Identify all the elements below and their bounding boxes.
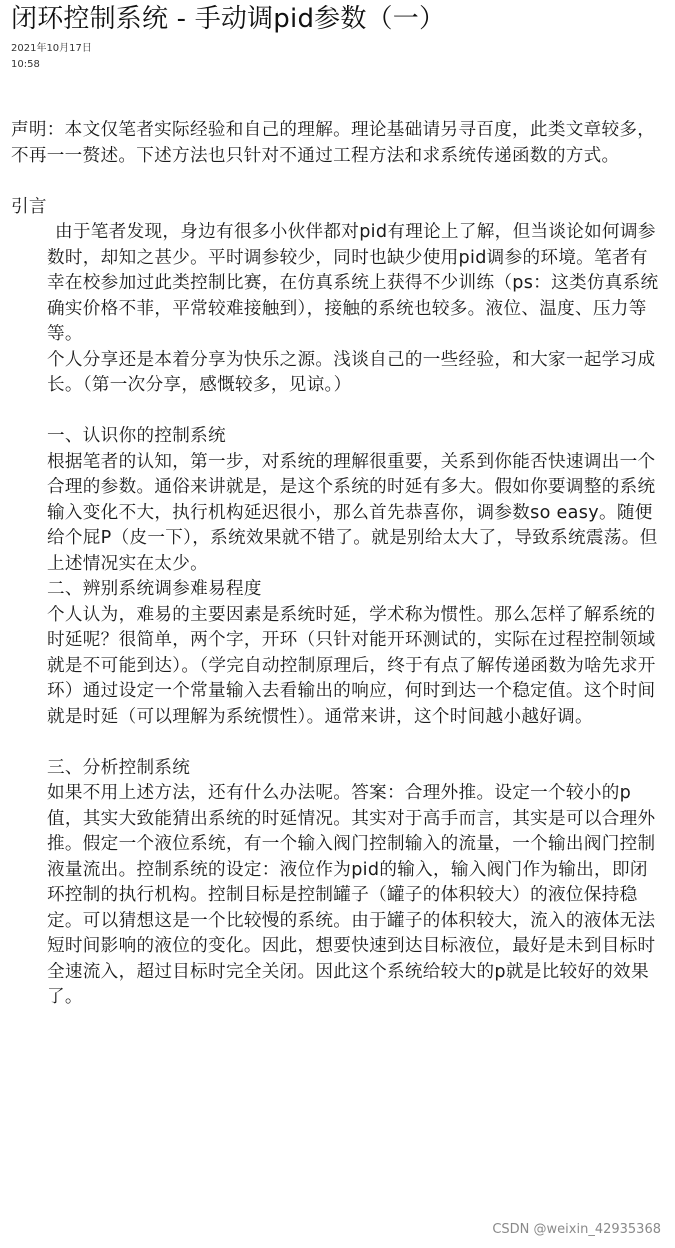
article-meta (11, 41, 665, 73)
section-3-heading: 三、分析控制系统 (47, 757, 191, 778)
csdn-watermark: CSDN @weixin_42935368 (492, 1222, 661, 1237)
statement-paragraph: 声明：本文仅笔者实际经验和自己的理解。理论基础请另寻百度，此类文章较多，不再一一赘述。下述方法也只针对不通过工程方法和求系统传递函数的方式。 (11, 120, 656, 166)
section-1-heading: 一、认识你的控制系统 (47, 426, 226, 446)
spacer (11, 399, 665, 425)
article-body (11, 118, 665, 1011)
section-2-heading: 二、辨别系统调参难易程度 (47, 579, 262, 599)
section-1-body: 根据笔者的认知，第一步，对系统的理解很重要，关系到你能否快速调出一个合理的参数。通俗来讲就是，是这个系统的时延有多大。假如你要调整的系统输入变化不大，执行机构延迟很小，那么首先恭喜你，调参数so easy。随便给个屁P（皮一下），系统效果就不错了。就是别给太大了，导致系统震荡。但上述情况实在太少。 (47, 451, 658, 574)
spacer (11, 169, 665, 195)
article-title: 闭环控制系统 - 手动调pid参数（一） (11, 4, 446, 34)
intro-paragraph-1: 由于笔者发现，身边有很多小伙伴都对pid有理论上了解，但当谈论如何调参数时，却知之甚少。平时调参较少，同时也缺少使用pid调参的环境。笔者有幸在校参加过此类控制比赛，在仿真系统上获得不少训练（ps：这类仿真系统确实价格不菲，平常较难接触到），接触的系统也较多。液位、温度、压力等等。 (47, 222, 659, 344)
publish-time: 10:58 (11, 59, 40, 70)
intro-paragraph-2: 个人分享还是本着分享为快乐之源。浅谈自己的一些经验，和大家一起学习成长。（第一次分享，感慨较多，见谅。） (47, 349, 656, 395)
section-2-body: 个人认为，难易的主要因素是系统时延，学术称为惯性。那么怎样了解系统的时延呢？很简单，两个字，开环（只针对能开环测试的，实际在过程控制领域就是不可能到达）。（学完自动控制原理后，终于有点了解传递函数为啥先求开环）通过设定一个常量输入去看输出的响应，何时到达一个稳定值。这个时间就是时延（可以理解为系统惯性）。通常来讲，这个时间越小越好调。 (47, 604, 656, 727)
intro-heading: 引言 (11, 196, 47, 217)
spacer (11, 730, 665, 756)
section-3-body: 如果不用上述方法，还有什么办法呢。答案：合理外推。设定一个较小的p值，其实大致能猜出系统的时延情况。其实对于高手而言，其实是可以合理外推。假定一个液位系统，有一个输入阀门控制输入的流量，一个输出阀门控制液量流出。控制系统的设定：液位作为pid的输入，输入阀门作为输出，即闭环控制的执行机构。控制目标是控制罐子（罐子的体积较大）的液位保持稳定。可以猜想这是一个比较慢的系统。由于罐子的体积较大，流入的液体无法短时间影响的液位的变化。因此，想要快速到达目标液位，最好是未到目标时全速流入，超过目标时完全关闭。因此这个系统给较大的p就是比较好的效果了。 (47, 783, 656, 1007)
publish-date: 2021年10月17日 (11, 43, 92, 54)
